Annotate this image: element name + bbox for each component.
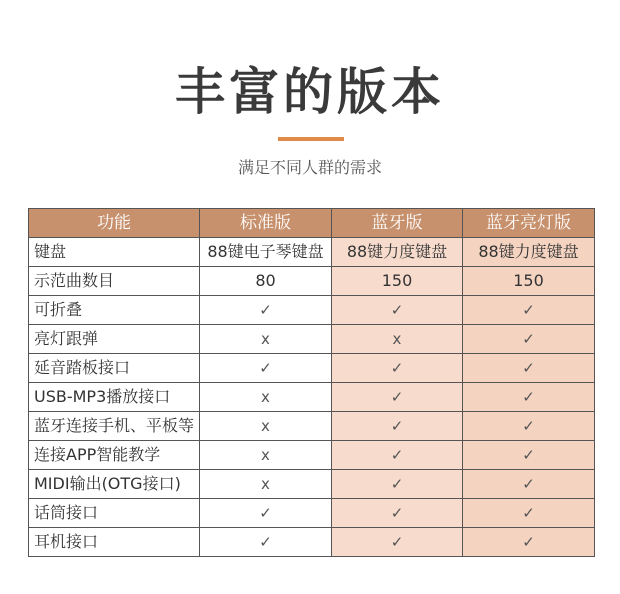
value-cell-standard: [200, 267, 332, 296]
cross-icon: x: [261, 388, 270, 406]
cross-icon: x: [261, 446, 270, 464]
check-icon: ✓: [259, 533, 272, 551]
value-cell-bluetooth: [332, 296, 463, 325]
table-header-row: [29, 209, 595, 238]
value-cell-standard: [200, 441, 332, 470]
check-icon: ✓: [390, 504, 404, 522]
column-header-bluetooth: 蓝牙版: [332, 209, 463, 238]
feature-cell: 亮灯跟弹: [29, 325, 200, 354]
check-icon: ✓: [522, 359, 535, 377]
check-icon: ✓: [390, 475, 404, 493]
value-cell-bluetooth-light: [463, 267, 595, 296]
feature-cell: MIDI输出(OTG接口): [29, 470, 200, 499]
table-row: [29, 354, 595, 383]
title-underline: [278, 137, 344, 141]
feature-cell: 可折叠: [29, 296, 200, 325]
value-cell-bluetooth-light: [463, 412, 595, 441]
check-icon: ✓: [522, 446, 535, 464]
check-icon: ✓: [390, 388, 404, 406]
version-comparison-table: [28, 208, 595, 557]
value-cell-bluetooth-light: [463, 354, 595, 383]
check-icon: ✓: [522, 330, 535, 348]
check-icon: ✓: [522, 417, 535, 435]
value-cell-standard: [200, 354, 332, 383]
table-row: [29, 267, 595, 296]
check-icon: ✓: [522, 533, 535, 551]
check-icon: ✓: [259, 504, 272, 522]
feature-cell: 耳机接口: [29, 528, 200, 557]
cross-icon: x: [261, 417, 270, 435]
column-header-feature: 功能: [29, 209, 200, 238]
check-icon: ✓: [522, 504, 535, 522]
feature-cell: 蓝牙连接手机、平板等: [29, 412, 200, 441]
table-row: [29, 325, 595, 354]
feature-cell: 连接APP智能教学: [29, 441, 200, 470]
value-cell-standard: [200, 528, 332, 557]
value-cell-bluetooth: [332, 470, 463, 499]
cross-icon: x: [261, 330, 270, 348]
check-icon: ✓: [522, 388, 535, 406]
feature-cell: 键盘: [29, 238, 200, 267]
cell-value: 88键力度键盘: [346, 242, 448, 261]
table-row: [29, 238, 595, 267]
value-cell-bluetooth-light: [463, 441, 595, 470]
value-cell-standard: [200, 296, 332, 325]
column-header-standard: 标准版: [200, 209, 332, 238]
feature-cell: 话筒接口: [29, 499, 200, 528]
check-icon: ✓: [522, 301, 535, 319]
check-icon: ✓: [390, 417, 404, 435]
value-cell-bluetooth-light: [463, 238, 595, 267]
table-row: [29, 412, 595, 441]
value-cell-bluetooth-light: [463, 470, 595, 499]
value-cell-standard: [200, 499, 332, 528]
table-row: [29, 383, 595, 412]
cell-value: 150: [381, 271, 413, 290]
value-cell-standard: [200, 470, 332, 499]
cell-value: 88键力度键盘: [478, 242, 579, 261]
cross-icon: x: [261, 475, 270, 493]
value-cell-bluetooth: [332, 325, 463, 354]
check-icon: ✓: [390, 446, 404, 464]
value-cell-bluetooth-light: [463, 499, 595, 528]
table-row: [29, 441, 595, 470]
page-subtitle: 满足不同人群的需求: [237, 158, 382, 177]
cell-value: 150: [513, 271, 544, 290]
check-icon: ✓: [390, 359, 404, 377]
value-cell-bluetooth: [332, 267, 463, 296]
check-icon: ✓: [259, 301, 272, 319]
value-cell-bluetooth-light: [463, 325, 595, 354]
check-icon: ✓: [390, 533, 404, 551]
value-cell-bluetooth: [332, 238, 463, 267]
table-row: [29, 499, 595, 528]
feature-cell: 延音踏板接口: [29, 354, 200, 383]
table-row: [29, 528, 595, 557]
value-cell-bluetooth: [332, 528, 463, 557]
cell-value: 88键电子琴键盘: [207, 242, 324, 261]
page-title: 丰富的版本: [175, 63, 445, 121]
cell-value: 80: [255, 271, 276, 290]
value-cell-bluetooth: [332, 354, 463, 383]
value-cell-bluetooth: [332, 499, 463, 528]
cross-icon: x: [392, 330, 402, 348]
value-cell-bluetooth: [332, 383, 463, 412]
feature-cell: USB-MP3播放接口: [29, 383, 200, 412]
column-header-bluetooth-light: 蓝牙亮灯版: [463, 209, 595, 238]
value-cell-bluetooth: [332, 441, 463, 470]
check-icon: ✓: [522, 475, 535, 493]
table-body: [29, 238, 595, 557]
table-row: [29, 470, 595, 499]
value-cell-bluetooth-light: [463, 383, 595, 412]
value-cell-standard: [200, 412, 332, 441]
check-icon: ✓: [390, 301, 404, 319]
value-cell-standard: [200, 325, 332, 354]
value-cell-standard: [200, 238, 332, 267]
check-icon: ✓: [259, 359, 272, 377]
value-cell-bluetooth-light: [463, 528, 595, 557]
table-row: [29, 296, 595, 325]
value-cell-bluetooth: [332, 412, 463, 441]
value-cell-standard: [200, 383, 332, 412]
feature-cell: 示范曲数目: [29, 267, 200, 296]
value-cell-bluetooth-light: [463, 296, 595, 325]
